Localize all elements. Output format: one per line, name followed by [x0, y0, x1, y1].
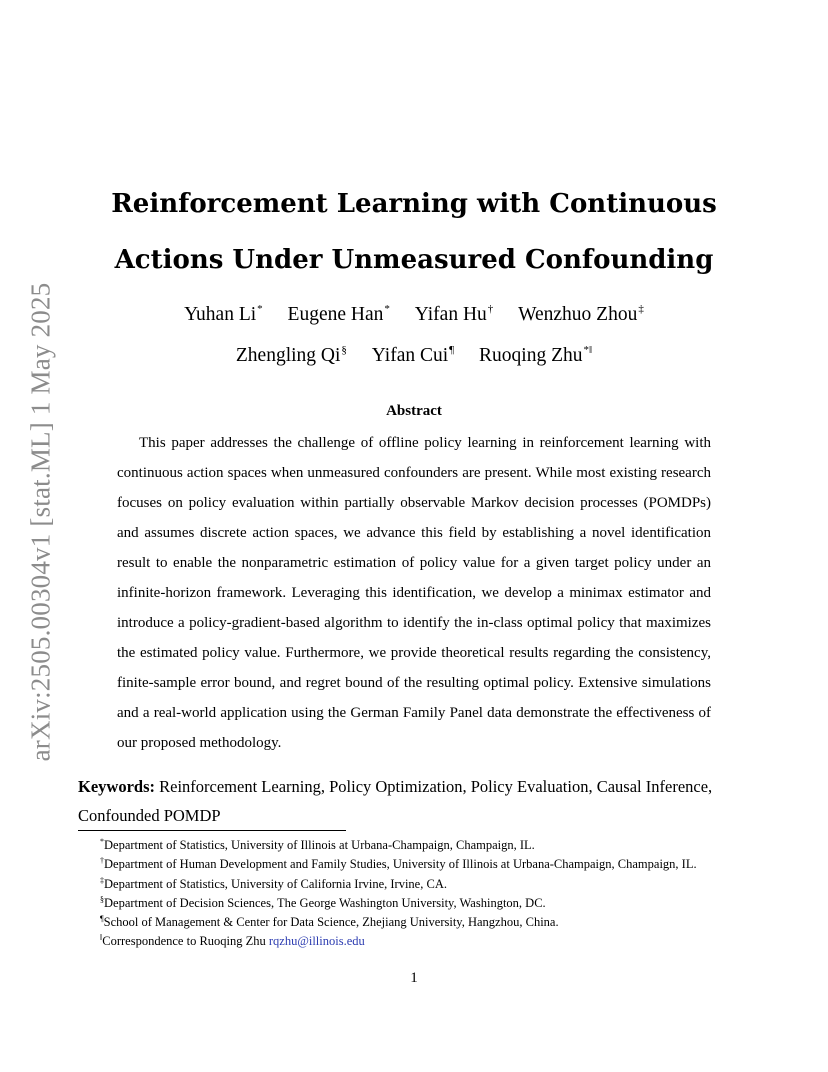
author: Ruoqing Zhu*‖ [479, 344, 593, 366]
author: Yuhan Li* [184, 303, 263, 325]
author: Eugene Han* [287, 303, 390, 325]
keywords-text: Reinforcement Learning, Policy Optimization, Policy Evaluation, Causal Inference, Confounded POMDP [78, 777, 713, 825]
author: Zhengling Qi§ [235, 344, 347, 366]
email-link[interactable]: rqzhu@illinois.edu [268, 934, 365, 949]
footnote: ‡Department of Statistics, University of California Irvine, Irvine, CA. [100, 875, 447, 891]
author-list-row-2 [90, 344, 738, 367]
paper-title: Reinforcement Learning with Continuous Actions Under Unmeasured Confounding [111, 189, 717, 275]
author: Yifan Cui¶ [371, 344, 455, 366]
footnote: ¶School of Management & Center for Data Science, Zhejiang University, Hangzhou, China. [100, 914, 559, 930]
author-list-row-1 [90, 303, 738, 326]
footnotes [78, 834, 750, 950]
abstract-text: This paper addresses the challenge of offline policy learning in reinforcement learning with continuous action spaces when unmeasured confounders are present. While most existing research focuses on policy evaluation within partially observable Markov decision processes (POMDPs) and assumes discrete action spaces, we advance this field by establishing a novel identification result to enable the nonparametric estimation of policy value for a given target policy under an infinite-horizon framework. Leveraging this identification, we develop a minimax estimator and introduce a policy-gradient-based algorithm to identify the in-class optimal policy that maximizes the estimated policy value. Furthermore, we provide theoretical results regarding the consistency, finite-sample error bound, and regret bound of the resulting optimal policy. Extensive simulations and a real-world application using the German Family Panel data demonstrate the effectiveness of our proposed methodology. [117, 435, 711, 751]
abstract-heading: Abstract [386, 403, 442, 419]
footnote: §Department of Decision Sciences, The George Washington University, Washington, DC. [100, 894, 546, 910]
footnote: *Department of Statistics, University of Illinois at Urbana-Champaign, Champaign, IL. [100, 837, 535, 852]
page-number: 1 [410, 970, 418, 986]
keywords-label: Keywords: [78, 777, 155, 796]
author: Yifan Hu† [414, 303, 494, 325]
footnote: †Department of Human Development and Family Studies, University of Illinois at Urbana-Champaign, Champaign, IL. [100, 856, 697, 872]
keywords [78, 772, 750, 830]
footnote-divider [78, 830, 346, 831]
footnote: ‖Correspondence to Ruoqing Zhu rqzhu@illinois.edu [100, 933, 365, 949]
author: Wenzhuo Zhou‡ [518, 303, 644, 325]
arxiv-identifier: arXiv:2505.00304v1 [stat.ML] 1 May 2025 [25, 282, 56, 762]
